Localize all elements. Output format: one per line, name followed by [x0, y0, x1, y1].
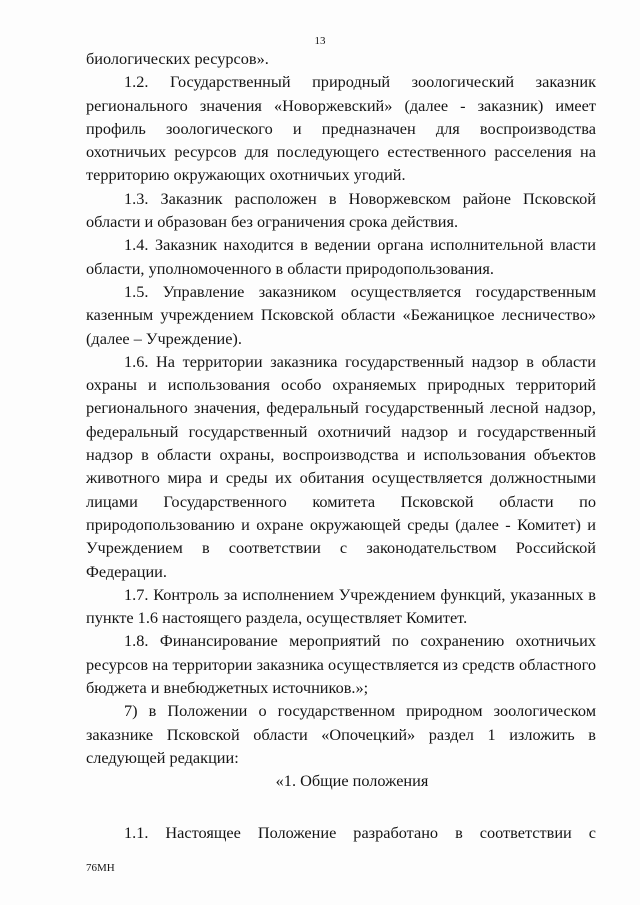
paragraph-1-2: 1.2. Государственный природный зоологический заказник регионального значения «Новоржевский» (далее - заказник) имеет профиль зоологического и предназначен для воспроизводства охотничьих ресурсов для последующего естественного расселения на территорию окружающих охотничьих угодий. [86, 72, 596, 185]
paragraph-1-4: 1.4. Заказник находится в ведении органа исполнительной власти области, уполномоченного в области природопользования. [86, 235, 596, 278]
paragraph-continuation: биологических ресурсов». [86, 49, 269, 68]
document-code: 76МН [86, 862, 115, 874]
heading-spacer [86, 793, 596, 821]
paragraph-1-8: 1.8. Финансирование мероприятий по сохранению охотничьих ресурсов на территории заказника осуществляется из средств областного бюджета и внебюджетных источников.»; [86, 631, 596, 698]
paragraph-1-1: 1.1. Настоящее Положение разработано в соответствии с [124, 822, 596, 842]
paragraph-1-5: 1.5. Управление заказником осуществляется государственным казенным учреждением Псковской области «Бежаницкое лесничество» (далее – Учреждение). [86, 281, 596, 348]
paragraph-item-7: 7) в Положении о государственном природном зоологическом заказнике Псковской области «Опочецкий» раздел 1 изложить в следующей редакции: [86, 701, 596, 767]
page-number: 13 [314, 35, 326, 47]
document-body [86, 47, 596, 844]
section-heading: «1. Общие положения [275, 771, 429, 791]
paragraph-1-7: 1.7. Контроль за исполнением Учреждением функций, указанных в пункте 1.6 настоящего раздела, осуществляет Комитет. [86, 584, 596, 628]
paragraph-1-6: 1.6. На территории заказника государственный надзор в области охраны и использования особо охраняемых природных территорий регионального значения, федеральный государственный лесной надзор, федеральный государственный охотничий надзор и государственный надзор в области охраны, воспроизводства и использования объектов животного мира и среды их обитания осуществляется должностными лицами Государственного комитета Псковской области по природопользованию и охране окружающей среды (далее - Комитет) и Учреждением в соответствии с законодательством Российской Федерации. [86, 351, 596, 581]
paragraph-1-3: 1.3. Заказник расположен в Новоржевском районе Псковской области и образован без ограничения срока действия. [86, 188, 596, 232]
